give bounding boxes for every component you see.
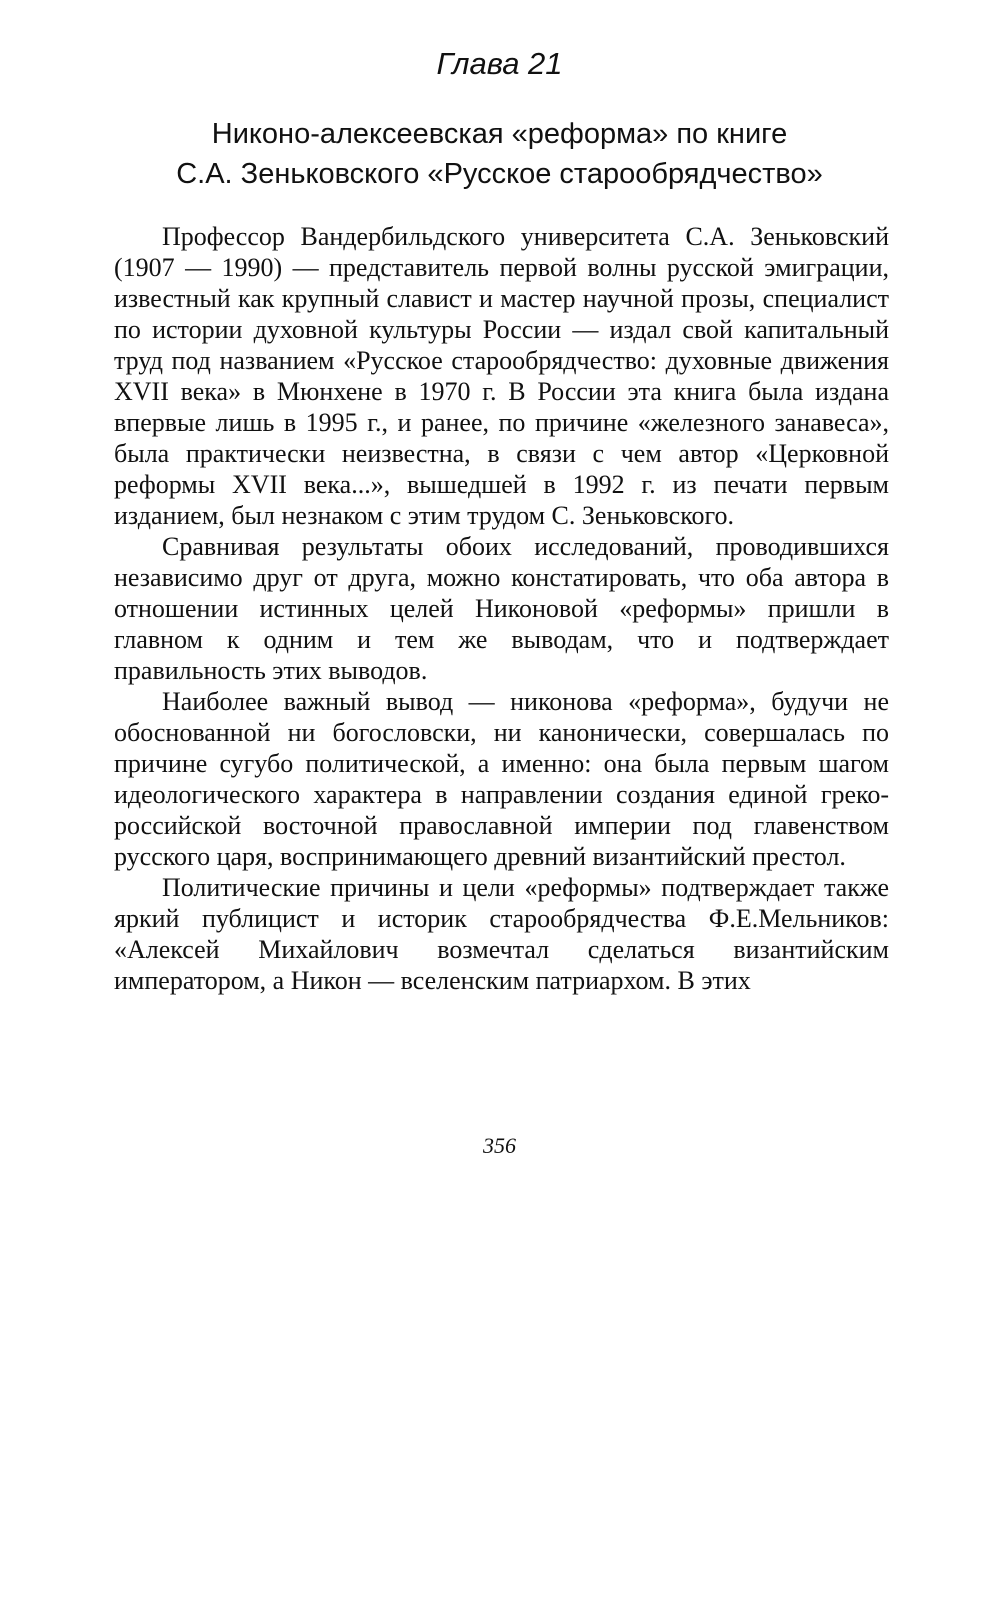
paragraph-2: Сравнивая результаты обоих исследований, проводившихся независимо друг от друга, можно констатировать, что оба автора в отношении истинных целей Никоновой «реформы» пришли в главном к одним и тем же выводам, что и подтверждает правильность этих выводов. <box>114 532 889 685</box>
chapter-number: Глава 21 <box>436 46 563 81</box>
chapter-title <box>110 114 889 194</box>
paragraph-3: Наиболее важный вывод — никонова «реформа», будучи не обоснованной ни богословски, ни канонически, совершалась по причине сугубо политической, а именно: она была первым шагом идеологического характера в направлении создания единой греко-российской восточной православной империи под главенством русского царя, воспринимающего древний византийский престол. <box>114 687 889 871</box>
chapter-title-line-1: Никоно-алексеевская «реформа» по книге <box>211 118 788 150</box>
paragraph-1: Профессор Вандербильдского университета С.А. Зеньковский (1907 — 1990) — представитель первой волны русской эмиграции, известный как крупный славист и мастер научной прозы, специалист по истории духовной культуры России — издал свой капитальный труд под названием «Русское старообрядчество: духовные движения XVII века» в Мюнхене в 1970 г. В России эта книга была издана впервые лишь в 1995 г., и ранее, по причине «железного занавеса», была практически неизвестна, в связи с чем автор «Церковной реформы XVII века...», вышедшей в 1992 г. из печати первым изданием, был незнаком с этим трудом С. Зеньковского. <box>114 222 889 530</box>
page-number: 356 <box>483 1133 516 1158</box>
paragraph-4: Политические причины и цели «реформы» подтверждает также яркий публицист и историк старообрядчества Ф.Е.Мельников: «Алексей Михайлович возмечтал сделаться византийским императором, а Никон — вселенским патриархом. В этих <box>114 873 889 995</box>
body-text <box>114 221 889 996</box>
chapter-title-line-2: С.А. Зеньковского «Русское старообрядчество» <box>176 158 823 190</box>
